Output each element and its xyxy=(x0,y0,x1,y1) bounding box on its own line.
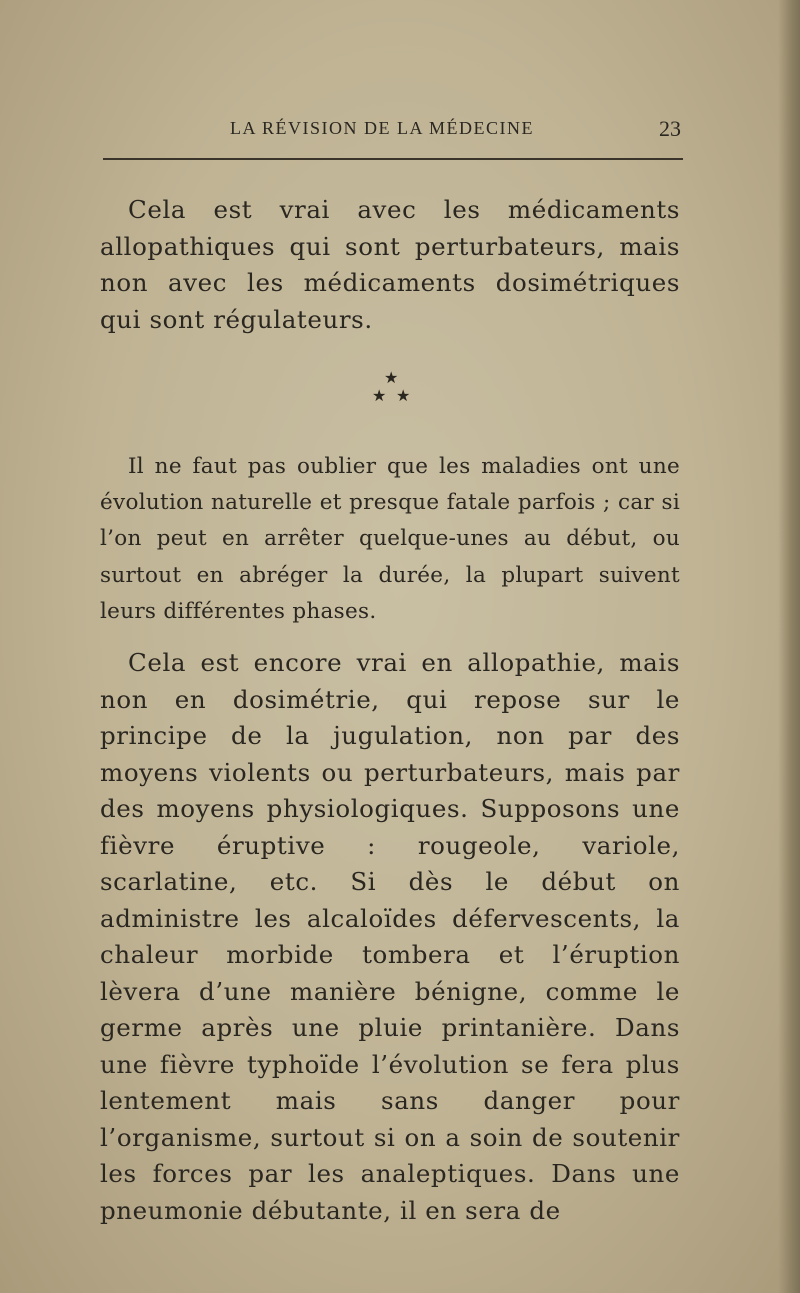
page-edge xyxy=(778,0,800,1293)
paragraph-text: Cela est vrai avec les médicaments allopathiques qui sont perturbateurs, mais non avec les médicaments dosimétriques qui sont régulateurs. xyxy=(100,195,680,334)
paragraph-text: Il ne faut pas oublier que les maladies ont une évolution naturelle et presque fatale parfois ; car si l’on peut en arrêter quelque-unes au début, ou surtout en abréger la durée, la plupart suivent leurs différentes phases. xyxy=(100,454,680,624)
running-title: LA RÉVISION DE LA MÉDECINE xyxy=(230,118,534,138)
asterism-ornament: ★ ★ ★ xyxy=(372,368,411,405)
paragraph-1 xyxy=(100,192,680,338)
paragraph-text: Cela est encore vrai en allopathie, mais non en dosimétrie, qui repose sur le principe de la jugulation, non par des moyens violents ou perturbateurs, mais par des moyens physiologiques. Supposons une fièvre éruptive : rougeole, variole, scarlatine, etc. Si dès le début on administre les alcaloïdes défervescents, la chaleur morbide tombera et l’éruption lèvera d’une manière bénigne, comme le germe après une pluie printanière. Dans une fièvre typhoïde l’évolution se fera plus lentement mais sans danger pour l’organisme, surtout si on a soin de soutenir les forces par les analeptiques. Dans une pneumonie débutante, il en sera de xyxy=(100,648,680,1225)
page-header xyxy=(103,118,683,160)
paragraph-3 xyxy=(100,645,680,1229)
page-number: 23 xyxy=(659,116,681,141)
paragraph-2 xyxy=(100,449,680,630)
